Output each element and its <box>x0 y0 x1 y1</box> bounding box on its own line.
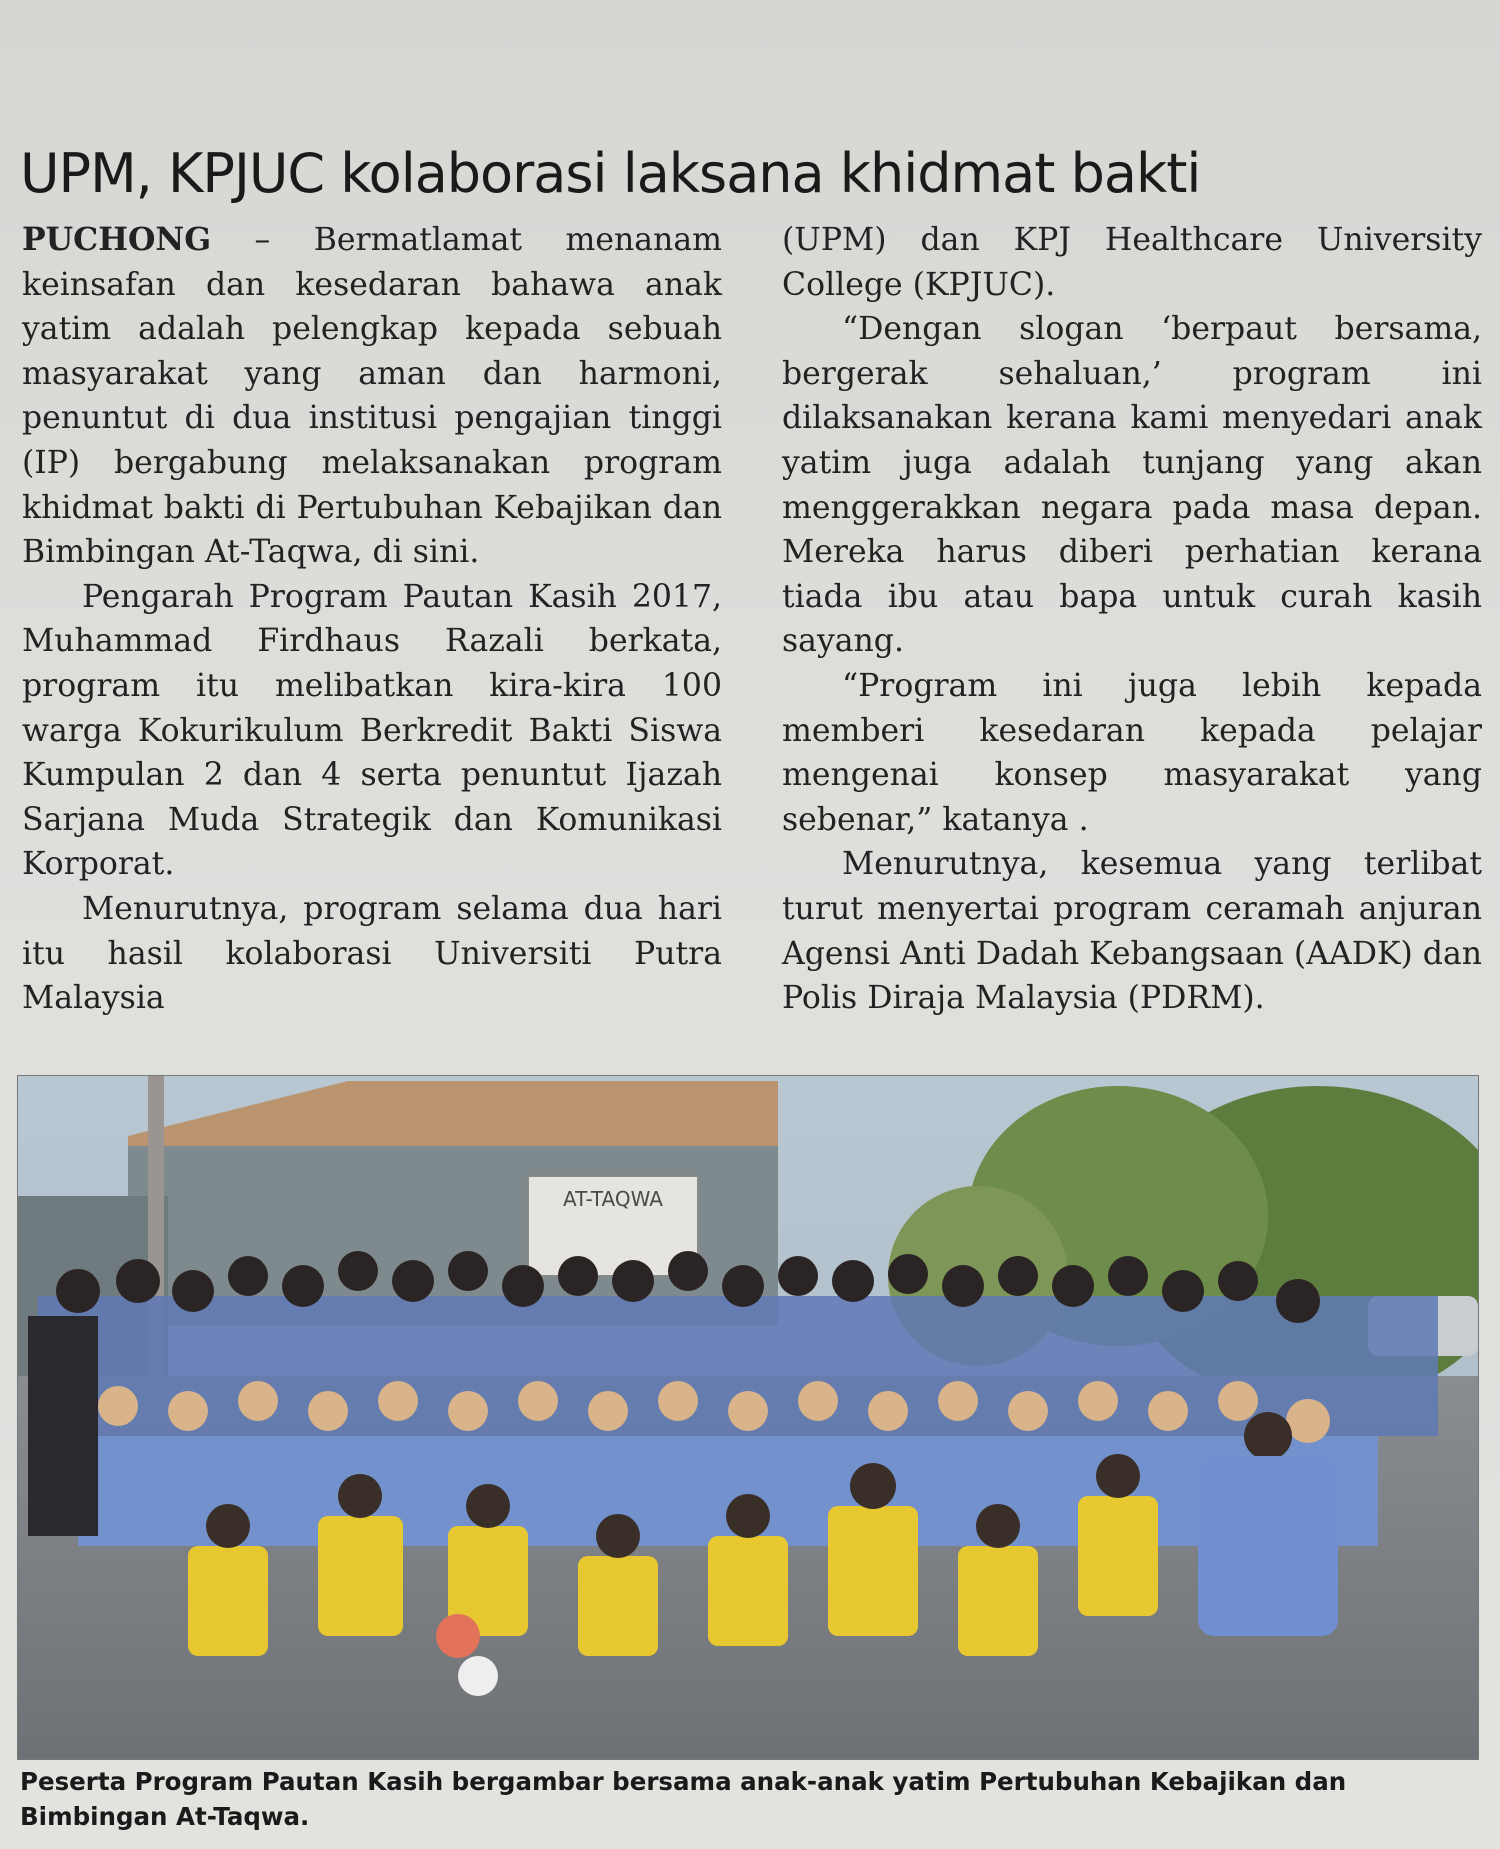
article-column-right <box>782 218 1482 1021</box>
group-photo <box>17 1075 1479 1760</box>
photo-caption: Peserta Program Pautan Kasih bergambar bersama anak-anak yatim Pertubuhan Kebajikan dan Bimbingan At-Taqwa. <box>20 1767 1347 1831</box>
person-right-blue <box>1198 1456 1338 1636</box>
group-photo-illustration <box>18 1076 1478 1759</box>
balloon-white <box>458 1656 498 1696</box>
paragraph-5: “Dengan slogan ‘berpaut bersama, bergerak sehaluan,’ program ini dilaksanakan kerana kami menyedari anak yatim juga adalah tunjang yang akan menggerakkan negara pada masa depan. Mereka harus diberi perhatian kerana tiada ibu atau bapa untuk curah kasih sayang. <box>782 311 1482 660</box>
paragraph-6: “Program ini juga lebih kepada memberi kesedaran kepada pelajar mengenai konsep masyarakat yang sebenar,” katanya . <box>782 667 1482 838</box>
signboard-text: AT-TAQWA <box>563 1187 663 1211</box>
paragraph-3: Menurutnya, program selama dua hari itu hasil kolaborasi Universiti Putra Malaysia <box>22 890 722 1017</box>
person-left-dark <box>28 1316 98 1536</box>
article-column-left <box>22 218 722 1021</box>
paragraph-1-text: – Bermatlamat menanam keinsafan dan kesedaran bahawa anak yatim adalah pelengkap kepada sebuah masyarakat yang aman dan harmoni, penuntut di dua institusi pengajian tinggi (IP) bergabung melaksanakan program khidmat bakti di Pertubuhan Kebajikan dan Bimbingan At-Taqwa, di sini. <box>22 222 722 571</box>
article-headline: UPM, KPJUC kolaborasi laksana khidmat bakti <box>20 142 1201 206</box>
paragraph-4: (UPM) dan KPJ Healthcare University College (KPJUC). <box>782 222 1482 303</box>
paragraph-2: Pengarah Program Pautan Kasih 2017, Muhammad Firdhaus Razali berkata, program itu melibatkan kira-kira 100 warga Kokurikulum Berkredit Bakti Siswa Kumpulan 2 dan 4 serta penuntut Ijazah Sarjana Muda Strategik dan Komunikasi Korporat. <box>22 578 722 883</box>
crowd-middle-shirts <box>78 1436 1378 1546</box>
paragraph-1 <box>22 218 722 575</box>
crowd <box>28 1251 1438 1696</box>
paragraph-7: Menurutnya, kesemua yang terlibat turut menyertai program ceramah anjuran Agensi Anti Dadah Kebangsaan (AADK) dan Polis Diraja Malaysia (PDRM). <box>782 846 1483 1017</box>
dateline: PUCHONG <box>22 221 212 258</box>
balloon-red <box>436 1614 480 1658</box>
